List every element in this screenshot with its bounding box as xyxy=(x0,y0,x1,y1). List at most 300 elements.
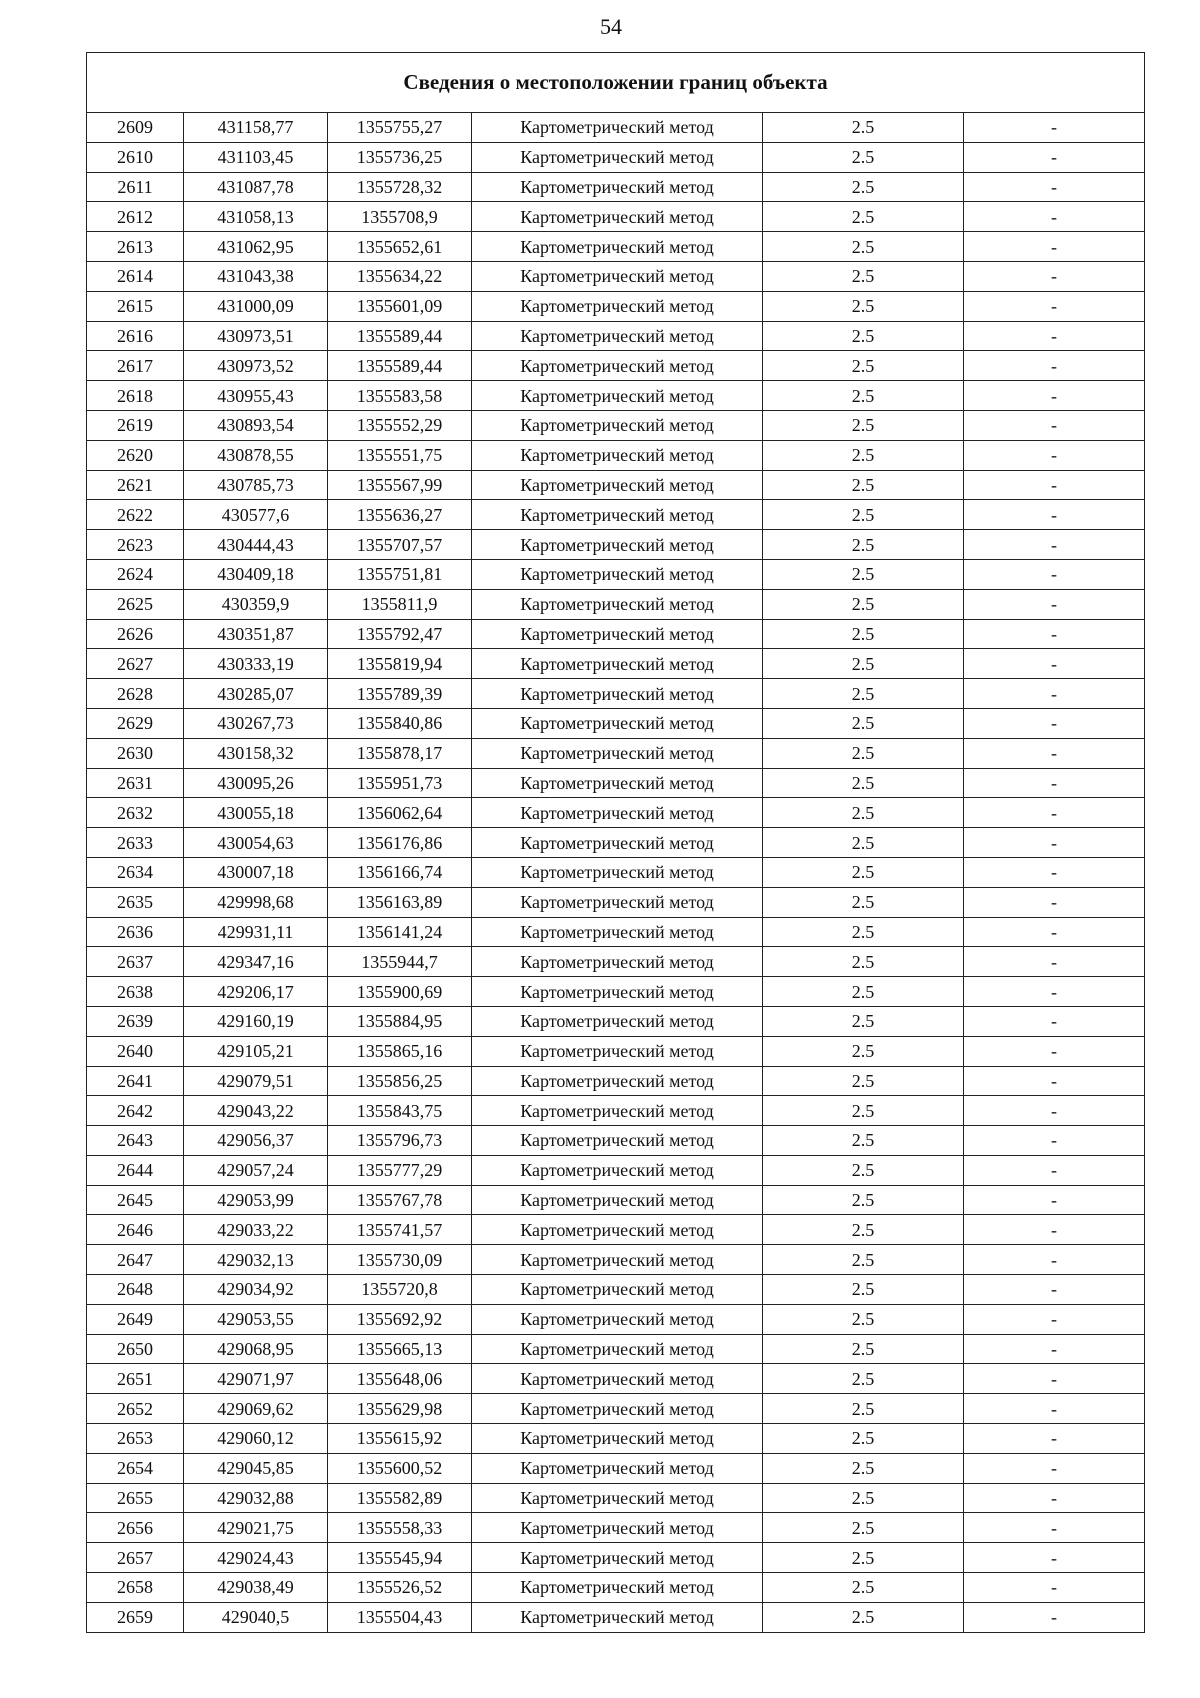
method-cell: Картометрический метод xyxy=(472,947,763,977)
y-coordinate-cell: 1355629,98 xyxy=(328,1394,472,1424)
note-cell: - xyxy=(964,1275,1145,1305)
point-number-cell: 2652 xyxy=(87,1394,184,1424)
accuracy-cell: 2.5 xyxy=(763,440,964,470)
accuracy-cell: 2.5 xyxy=(763,977,964,1007)
accuracy-cell: 2.5 xyxy=(763,291,964,321)
note-cell: - xyxy=(964,1215,1145,1245)
method-cell: Картометрический метод xyxy=(472,649,763,679)
y-coordinate-cell: 1355567,99 xyxy=(328,470,472,500)
point-number-cell: 2641 xyxy=(87,1066,184,1096)
table-row xyxy=(87,1066,1145,1096)
note-cell: - xyxy=(964,1394,1145,1424)
boundary-table xyxy=(86,52,1145,1633)
x-coordinate-cell: 430785,73 xyxy=(184,470,328,500)
x-coordinate-cell: 431087,78 xyxy=(184,172,328,202)
method-cell: Картометрический метод xyxy=(472,977,763,1007)
point-number-cell: 2659 xyxy=(87,1602,184,1632)
y-coordinate-cell: 1355819,94 xyxy=(328,649,472,679)
accuracy-cell: 2.5 xyxy=(763,768,964,798)
accuracy-cell: 2.5 xyxy=(763,798,964,828)
point-number-cell: 2657 xyxy=(87,1543,184,1573)
note-cell: - xyxy=(964,1126,1145,1156)
x-coordinate-cell: 430973,52 xyxy=(184,351,328,381)
y-coordinate-cell: 1355652,61 xyxy=(328,232,472,262)
point-number-cell: 2639 xyxy=(87,1006,184,1036)
table-row xyxy=(87,1036,1145,1066)
point-number-cell: 2627 xyxy=(87,649,184,679)
method-cell: Картометрический метод xyxy=(472,113,763,143)
accuracy-cell: 2.5 xyxy=(763,381,964,411)
note-cell: - xyxy=(964,291,1145,321)
accuracy-cell: 2.5 xyxy=(763,1304,964,1334)
y-coordinate-cell: 1355707,57 xyxy=(328,530,472,560)
point-number-cell: 2634 xyxy=(87,857,184,887)
table-row xyxy=(87,708,1145,738)
point-number-cell: 2656 xyxy=(87,1513,184,1543)
method-cell: Картометрический метод xyxy=(472,142,763,172)
accuracy-cell: 2.5 xyxy=(763,649,964,679)
accuracy-cell: 2.5 xyxy=(763,261,964,291)
y-coordinate-cell: 1355600,52 xyxy=(328,1453,472,1483)
point-number-cell: 2611 xyxy=(87,172,184,202)
accuracy-cell: 2.5 xyxy=(763,202,964,232)
method-cell: Картометрический метод xyxy=(472,679,763,709)
note-cell: - xyxy=(964,679,1145,709)
accuracy-cell: 2.5 xyxy=(763,1275,964,1305)
method-cell: Картометрический метод xyxy=(472,172,763,202)
note-cell: - xyxy=(964,798,1145,828)
x-coordinate-cell: 430054,63 xyxy=(184,828,328,858)
x-coordinate-cell: 430359,9 xyxy=(184,589,328,619)
note-cell: - xyxy=(964,1036,1145,1066)
table-row xyxy=(87,500,1145,530)
point-number-cell: 2618 xyxy=(87,381,184,411)
table-row xyxy=(87,172,1145,202)
method-cell: Картометрический метод xyxy=(472,1185,763,1215)
note-cell: - xyxy=(964,1543,1145,1573)
table-row xyxy=(87,857,1145,887)
point-number-cell: 2628 xyxy=(87,679,184,709)
accuracy-cell: 2.5 xyxy=(763,708,964,738)
x-coordinate-cell: 430333,19 xyxy=(184,649,328,679)
note-cell: - xyxy=(964,1453,1145,1483)
note-cell: - xyxy=(964,172,1145,202)
method-cell: Картометрический метод xyxy=(472,351,763,381)
x-coordinate-cell: 429024,43 xyxy=(184,1543,328,1573)
y-coordinate-cell: 1355665,13 xyxy=(328,1334,472,1364)
table-row xyxy=(87,738,1145,768)
method-cell: Картометрический метод xyxy=(472,798,763,828)
point-number-cell: 2658 xyxy=(87,1573,184,1603)
x-coordinate-cell: 429032,88 xyxy=(184,1483,328,1513)
note-cell: - xyxy=(964,768,1145,798)
note-cell: - xyxy=(964,917,1145,947)
point-number-cell: 2632 xyxy=(87,798,184,828)
note-cell: - xyxy=(964,1424,1145,1454)
table-row xyxy=(87,1185,1145,1215)
point-number-cell: 2643 xyxy=(87,1126,184,1156)
method-cell: Картометрический метод xyxy=(472,202,763,232)
x-coordinate-cell: 429069,62 xyxy=(184,1394,328,1424)
x-coordinate-cell: 429053,99 xyxy=(184,1185,328,1215)
method-cell: Картометрический метод xyxy=(472,1245,763,1275)
point-number-cell: 2609 xyxy=(87,113,184,143)
table-row xyxy=(87,530,1145,560)
accuracy-cell: 2.5 xyxy=(763,1543,964,1573)
accuracy-cell: 2.5 xyxy=(763,1513,964,1543)
y-coordinate-cell: 1356176,86 xyxy=(328,828,472,858)
note-cell: - xyxy=(964,500,1145,530)
x-coordinate-cell: 431043,38 xyxy=(184,261,328,291)
accuracy-cell: 2.5 xyxy=(763,1066,964,1096)
accuracy-cell: 2.5 xyxy=(763,1483,964,1513)
method-cell: Картометрический метод xyxy=(472,261,763,291)
y-coordinate-cell: 1355865,16 xyxy=(328,1036,472,1066)
y-coordinate-cell: 1355545,94 xyxy=(328,1543,472,1573)
y-coordinate-cell: 1355900,69 xyxy=(328,977,472,1007)
accuracy-cell: 2.5 xyxy=(763,1155,964,1185)
point-number-cell: 2617 xyxy=(87,351,184,381)
accuracy-cell: 2.5 xyxy=(763,1424,964,1454)
table-row xyxy=(87,1543,1145,1573)
method-cell: Картометрический метод xyxy=(472,1215,763,1245)
point-number-cell: 2622 xyxy=(87,500,184,530)
table-row xyxy=(87,768,1145,798)
note-cell: - xyxy=(964,1155,1145,1185)
x-coordinate-cell: 430285,07 xyxy=(184,679,328,709)
note-cell: - xyxy=(964,261,1145,291)
x-coordinate-cell: 429079,51 xyxy=(184,1066,328,1096)
y-coordinate-cell: 1355583,58 xyxy=(328,381,472,411)
x-coordinate-cell: 429057,24 xyxy=(184,1155,328,1185)
y-coordinate-cell: 1355755,27 xyxy=(328,113,472,143)
point-number-cell: 2655 xyxy=(87,1483,184,1513)
table-row xyxy=(87,113,1145,143)
table-body xyxy=(87,53,1145,1633)
accuracy-cell: 2.5 xyxy=(763,1573,964,1603)
accuracy-cell: 2.5 xyxy=(763,1453,964,1483)
x-coordinate-cell: 429998,68 xyxy=(184,887,328,917)
method-cell: Картометрический метод xyxy=(472,1036,763,1066)
table-row xyxy=(87,291,1145,321)
point-number-cell: 2646 xyxy=(87,1215,184,1245)
table-row xyxy=(87,679,1145,709)
x-coordinate-cell: 430409,18 xyxy=(184,559,328,589)
table-row xyxy=(87,1602,1145,1632)
point-number-cell: 2640 xyxy=(87,1036,184,1066)
accuracy-cell: 2.5 xyxy=(763,1096,964,1126)
y-coordinate-cell: 1355840,86 xyxy=(328,708,472,738)
accuracy-cell: 2.5 xyxy=(763,1334,964,1364)
table-title-row xyxy=(87,53,1145,113)
table-row xyxy=(87,1334,1145,1364)
x-coordinate-cell: 430007,18 xyxy=(184,857,328,887)
accuracy-cell: 2.5 xyxy=(763,1036,964,1066)
method-cell: Картометрический метод xyxy=(472,1394,763,1424)
accuracy-cell: 2.5 xyxy=(763,1126,964,1156)
method-cell: Картометрический метод xyxy=(472,738,763,768)
method-cell: Картометрический метод xyxy=(472,828,763,858)
x-coordinate-cell: 429038,49 xyxy=(184,1573,328,1603)
x-coordinate-cell: 429033,22 xyxy=(184,1215,328,1245)
x-coordinate-cell: 429071,97 xyxy=(184,1364,328,1394)
method-cell: Картометрический метод xyxy=(472,530,763,560)
point-number-cell: 2614 xyxy=(87,261,184,291)
point-number-cell: 2625 xyxy=(87,589,184,619)
note-cell: - xyxy=(964,589,1145,619)
table-row xyxy=(87,1245,1145,1275)
y-coordinate-cell: 1355789,39 xyxy=(328,679,472,709)
accuracy-cell: 2.5 xyxy=(763,1364,964,1394)
y-coordinate-cell: 1355741,57 xyxy=(328,1215,472,1245)
method-cell: Картометрический метод xyxy=(472,768,763,798)
accuracy-cell: 2.5 xyxy=(763,857,964,887)
table-row xyxy=(87,559,1145,589)
accuracy-cell: 2.5 xyxy=(763,113,964,143)
note-cell: - xyxy=(964,1573,1145,1603)
y-coordinate-cell: 1355601,09 xyxy=(328,291,472,321)
method-cell: Картометрический метод xyxy=(472,708,763,738)
x-coordinate-cell: 431058,13 xyxy=(184,202,328,232)
x-coordinate-cell: 429043,22 xyxy=(184,1096,328,1126)
x-coordinate-cell: 429053,55 xyxy=(184,1304,328,1334)
table-row xyxy=(87,410,1145,440)
point-number-cell: 2633 xyxy=(87,828,184,858)
point-number-cell: 2635 xyxy=(87,887,184,917)
point-number-cell: 2638 xyxy=(87,977,184,1007)
y-coordinate-cell: 1355648,06 xyxy=(328,1364,472,1394)
method-cell: Картометрический метод xyxy=(472,1155,763,1185)
y-coordinate-cell: 1355951,73 xyxy=(328,768,472,798)
table-row xyxy=(87,977,1145,1007)
note-cell: - xyxy=(964,738,1145,768)
method-cell: Картометрический метод xyxy=(472,470,763,500)
table-row xyxy=(87,1364,1145,1394)
y-coordinate-cell: 1356062,64 xyxy=(328,798,472,828)
y-coordinate-cell: 1356141,24 xyxy=(328,917,472,947)
accuracy-cell: 2.5 xyxy=(763,321,964,351)
point-number-cell: 2626 xyxy=(87,619,184,649)
accuracy-cell: 2.5 xyxy=(763,351,964,381)
point-number-cell: 2653 xyxy=(87,1424,184,1454)
accuracy-cell: 2.5 xyxy=(763,1006,964,1036)
note-cell: - xyxy=(964,649,1145,679)
note-cell: - xyxy=(964,321,1145,351)
table-row xyxy=(87,321,1145,351)
y-coordinate-cell: 1355878,17 xyxy=(328,738,472,768)
method-cell: Картометрический метод xyxy=(472,1543,763,1573)
table-row xyxy=(87,1394,1145,1424)
method-cell: Картометрический метод xyxy=(472,559,763,589)
method-cell: Картометрический метод xyxy=(472,1483,763,1513)
method-cell: Картометрический метод xyxy=(472,291,763,321)
note-cell: - xyxy=(964,530,1145,560)
point-number-cell: 2654 xyxy=(87,1453,184,1483)
note-cell: - xyxy=(964,232,1145,262)
note-cell: - xyxy=(964,1096,1145,1126)
table-row xyxy=(87,649,1145,679)
x-coordinate-cell: 430158,32 xyxy=(184,738,328,768)
table-row xyxy=(87,1424,1145,1454)
point-number-cell: 2619 xyxy=(87,410,184,440)
y-coordinate-cell: 1355730,09 xyxy=(328,1245,472,1275)
method-cell: Картометрический метод xyxy=(472,1275,763,1305)
table-row xyxy=(87,589,1145,619)
table-row xyxy=(87,261,1145,291)
y-coordinate-cell: 1355708,9 xyxy=(328,202,472,232)
note-cell: - xyxy=(964,1304,1145,1334)
point-number-cell: 2616 xyxy=(87,321,184,351)
x-coordinate-cell: 429056,37 xyxy=(184,1126,328,1156)
note-cell: - xyxy=(964,828,1145,858)
y-coordinate-cell: 1356163,89 xyxy=(328,887,472,917)
accuracy-cell: 2.5 xyxy=(763,1245,964,1275)
table-row xyxy=(87,1096,1145,1126)
note-cell: - xyxy=(964,470,1145,500)
note-cell: - xyxy=(964,977,1145,1007)
table-row xyxy=(87,470,1145,500)
x-coordinate-cell: 431062,95 xyxy=(184,232,328,262)
method-cell: Картометрический метод xyxy=(472,1364,763,1394)
point-number-cell: 2645 xyxy=(87,1185,184,1215)
y-coordinate-cell: 1355589,44 xyxy=(328,321,472,351)
y-coordinate-cell: 1355636,27 xyxy=(328,500,472,530)
method-cell: Картометрический метод xyxy=(472,857,763,887)
y-coordinate-cell: 1355552,29 xyxy=(328,410,472,440)
point-number-cell: 2648 xyxy=(87,1275,184,1305)
method-cell: Картометрический метод xyxy=(472,1066,763,1096)
point-number-cell: 2651 xyxy=(87,1364,184,1394)
point-number-cell: 2650 xyxy=(87,1334,184,1364)
table-row xyxy=(87,798,1145,828)
accuracy-cell: 2.5 xyxy=(763,947,964,977)
page-number: 54 xyxy=(600,14,622,39)
point-number-cell: 2642 xyxy=(87,1096,184,1126)
table-row xyxy=(87,1453,1145,1483)
accuracy-cell: 2.5 xyxy=(763,1215,964,1245)
accuracy-cell: 2.5 xyxy=(763,500,964,530)
y-coordinate-cell: 1355551,75 xyxy=(328,440,472,470)
point-number-cell: 2649 xyxy=(87,1304,184,1334)
accuracy-cell: 2.5 xyxy=(763,142,964,172)
method-cell: Картометрический метод xyxy=(472,887,763,917)
x-coordinate-cell: 429021,75 xyxy=(184,1513,328,1543)
x-coordinate-cell: 431158,77 xyxy=(184,113,328,143)
x-coordinate-cell: 429032,13 xyxy=(184,1245,328,1275)
accuracy-cell: 2.5 xyxy=(763,1185,964,1215)
y-coordinate-cell: 1355856,25 xyxy=(328,1066,472,1096)
note-cell: - xyxy=(964,1483,1145,1513)
y-coordinate-cell: 1355811,9 xyxy=(328,589,472,619)
x-coordinate-cell: 430055,18 xyxy=(184,798,328,828)
y-coordinate-cell: 1355792,47 xyxy=(328,619,472,649)
table-row xyxy=(87,1573,1145,1603)
accuracy-cell: 2.5 xyxy=(763,559,964,589)
y-coordinate-cell: 1355777,29 xyxy=(328,1155,472,1185)
method-cell: Картометрический метод xyxy=(472,917,763,947)
point-number-cell: 2637 xyxy=(87,947,184,977)
table-row xyxy=(87,232,1145,262)
method-cell: Картометрический метод xyxy=(472,1573,763,1603)
y-coordinate-cell: 1355728,32 xyxy=(328,172,472,202)
x-coordinate-cell: 429045,85 xyxy=(184,1453,328,1483)
note-cell: - xyxy=(964,619,1145,649)
y-coordinate-cell: 1355884,95 xyxy=(328,1006,472,1036)
point-number-cell: 2610 xyxy=(87,142,184,172)
table-row xyxy=(87,1126,1145,1156)
y-coordinate-cell: 1355796,73 xyxy=(328,1126,472,1156)
y-coordinate-cell: 1355692,92 xyxy=(328,1304,472,1334)
table-row xyxy=(87,887,1145,917)
x-coordinate-cell: 430095,26 xyxy=(184,768,328,798)
x-coordinate-cell: 430351,87 xyxy=(184,619,328,649)
y-coordinate-cell: 1355558,33 xyxy=(328,1513,472,1543)
method-cell: Картометрический метод xyxy=(472,232,763,262)
method-cell: Картометрический метод xyxy=(472,321,763,351)
note-cell: - xyxy=(964,142,1145,172)
method-cell: Картометрический метод xyxy=(472,1096,763,1126)
method-cell: Картометрический метод xyxy=(472,589,763,619)
note-cell: - xyxy=(964,1006,1145,1036)
method-cell: Картометрический метод xyxy=(472,1513,763,1543)
method-cell: Картометрический метод xyxy=(472,1453,763,1483)
note-cell: - xyxy=(964,410,1145,440)
table-row xyxy=(87,351,1145,381)
point-number-cell: 2636 xyxy=(87,917,184,947)
note-cell: - xyxy=(964,113,1145,143)
y-coordinate-cell: 1355504,43 xyxy=(328,1602,472,1632)
accuracy-cell: 2.5 xyxy=(763,470,964,500)
table-row xyxy=(87,828,1145,858)
method-cell: Картометрический метод xyxy=(472,619,763,649)
note-cell: - xyxy=(964,887,1145,917)
point-number-cell: 2644 xyxy=(87,1155,184,1185)
accuracy-cell: 2.5 xyxy=(763,172,964,202)
point-number-cell: 2647 xyxy=(87,1245,184,1275)
point-number-cell: 2615 xyxy=(87,291,184,321)
table-row xyxy=(87,1215,1145,1245)
accuracy-cell: 2.5 xyxy=(763,410,964,440)
method-cell: Картометрический метод xyxy=(472,1334,763,1364)
point-number-cell: 2612 xyxy=(87,202,184,232)
table-row xyxy=(87,142,1145,172)
accuracy-cell: 2.5 xyxy=(763,738,964,768)
accuracy-cell: 2.5 xyxy=(763,679,964,709)
method-cell: Картометрический метод xyxy=(472,1602,763,1632)
y-coordinate-cell: 1355751,81 xyxy=(328,559,472,589)
note-cell: - xyxy=(964,381,1145,411)
y-coordinate-cell: 1356166,74 xyxy=(328,857,472,887)
method-cell: Картометрический метод xyxy=(472,1424,763,1454)
table-row xyxy=(87,1513,1145,1543)
method-cell: Картометрический метод xyxy=(472,440,763,470)
table-title: Сведения о местоположении границ объекта xyxy=(87,53,1145,113)
table-row xyxy=(87,1483,1145,1513)
y-coordinate-cell: 1355767,78 xyxy=(328,1185,472,1215)
x-coordinate-cell: 429034,92 xyxy=(184,1275,328,1305)
note-cell: - xyxy=(964,1513,1145,1543)
y-coordinate-cell: 1355589,44 xyxy=(328,351,472,381)
note-cell: - xyxy=(964,1245,1145,1275)
method-cell: Картометрический метод xyxy=(472,1006,763,1036)
y-coordinate-cell: 1355615,92 xyxy=(328,1424,472,1454)
method-cell: Картометрический метод xyxy=(472,1304,763,1334)
table-row xyxy=(87,202,1145,232)
table-row xyxy=(87,1006,1145,1036)
table-row xyxy=(87,1304,1145,1334)
y-coordinate-cell: 1355526,52 xyxy=(328,1573,472,1603)
point-number-cell: 2613 xyxy=(87,232,184,262)
